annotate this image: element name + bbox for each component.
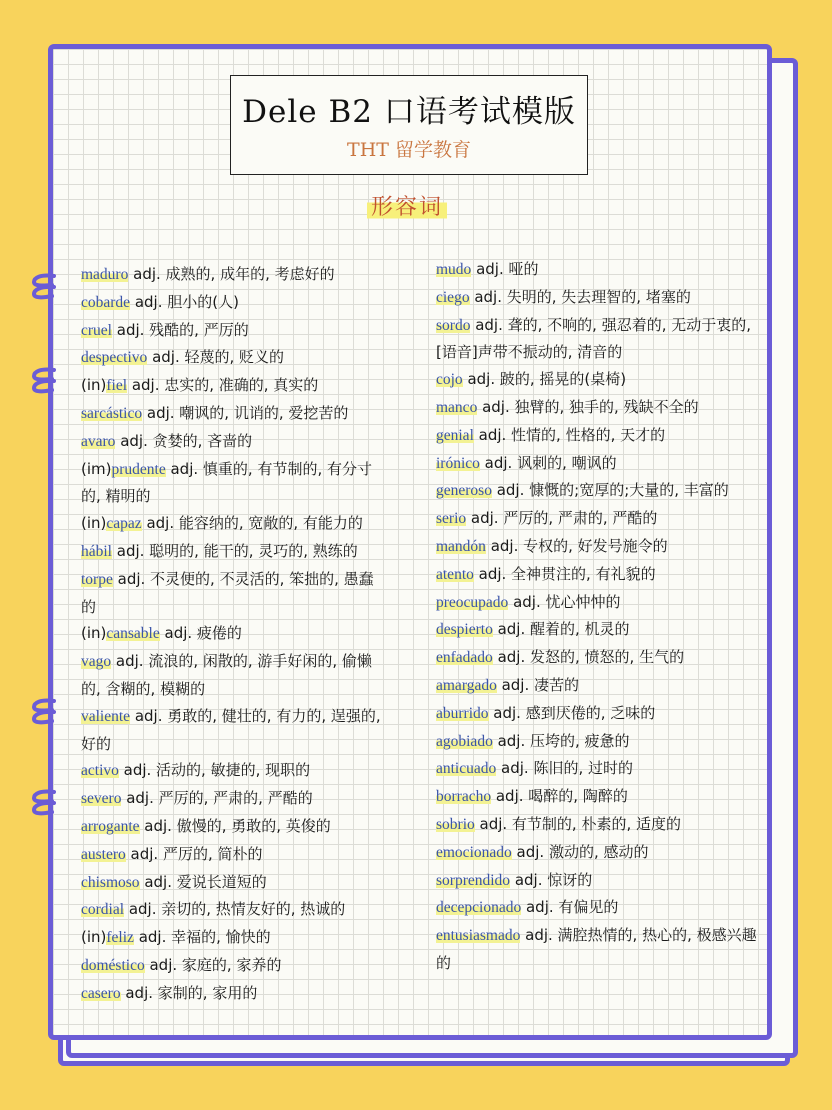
spanish-word: feliz	[106, 929, 134, 947]
vocab-entry	[81, 510, 386, 538]
word-definition: adj. 满腔热情的, 热心的, 极感兴趣的	[436, 926, 757, 972]
spanish-word: maduro	[81, 266, 129, 283]
page-title: Dele B2 口语考试模版	[242, 94, 576, 130]
vocab-entry	[436, 256, 761, 284]
vocab-entry	[436, 894, 761, 922]
word-definition: adj. 专权的, 好发号施令的	[485, 536, 668, 555]
word-definition: adj. 严厉的, 严肃的, 严酷的	[466, 509, 658, 528]
vocab-entry	[81, 841, 386, 869]
word-definition: adj. 性情的, 性格的, 天才的	[473, 425, 666, 444]
vocab-entry	[81, 538, 386, 566]
word-definition: adj. 感到厌倦的, 乏味的	[488, 703, 656, 722]
word-prefix: (im)	[81, 459, 112, 478]
vocab-entry	[81, 952, 386, 980]
word-definition: adj. 全神贯注的, 有礼貌的	[473, 564, 656, 583]
vocab-entry	[436, 284, 761, 312]
vocab-entry	[81, 648, 386, 703]
vocab-entry	[436, 533, 761, 561]
vocab-entry	[81, 980, 386, 1008]
vocab-entry	[436, 728, 761, 756]
spanish-word: manco	[436, 398, 478, 416]
word-prefix: (in)	[81, 928, 107, 947]
spanish-word: valiente	[81, 707, 131, 725]
spanish-word: cansable	[106, 625, 160, 643]
spanish-word: sobrio	[436, 815, 475, 833]
spanish-word: decepcionado	[436, 899, 522, 917]
word-definition: adj. 残酷的, 严厉的	[111, 320, 249, 339]
word-definition: adj. 有偏见的	[521, 898, 619, 917]
vocab-entry	[81, 785, 386, 813]
vocab-entry	[436, 867, 761, 895]
spanish-word: sarcástico	[81, 404, 143, 422]
spanish-word: cobarde	[81, 293, 131, 311]
word-definition: adj. 有节制的, 朴素的, 适度的	[474, 814, 682, 833]
word-definition: adj. 哑的	[471, 260, 539, 278]
spanish-word: atento	[436, 565, 474, 583]
binder-ring-icon	[30, 366, 56, 394]
spanish-word: fiel	[106, 377, 128, 395]
word-definition: adj. 跛的, 摇晃的(桌椅)	[462, 370, 627, 389]
word-definition: adj. 讽刺的, 嘲讽的	[479, 453, 617, 472]
word-definition: adj. 贪婪的, 吝啬的	[115, 431, 253, 450]
vocab-entry	[436, 589, 761, 617]
vocab-entry	[81, 317, 386, 345]
word-definition: adj. 疲倦的	[159, 624, 242, 643]
spanish-word: despectivo	[81, 349, 148, 367]
vocab-entry	[81, 566, 386, 621]
word-definition: adj. 幸福的, 愉快的	[133, 928, 271, 947]
page-subtitle: THT 留学教育	[347, 139, 471, 161]
vocab-entry	[81, 896, 386, 924]
left-word-list	[81, 261, 386, 1008]
word-definition: adj. 陈旧的, 过时的	[496, 759, 633, 778]
word-definition: adj. 喝醉的, 陶醉的	[491, 787, 628, 806]
spanish-word: agobiado	[436, 732, 493, 750]
vocab-entry	[436, 644, 761, 672]
word-definition: adj. 嘲讽的, 讥诮的, 爱挖苦的	[142, 403, 349, 422]
word-definition: adj. 独臂的, 独手的, 残缺不全的	[477, 397, 699, 416]
word-definition: adj. 爱说长道短的	[139, 872, 267, 891]
word-definition: adj. 胆小的(人)	[130, 292, 239, 311]
word-definition: adj. 严厉的, 简朴的	[125, 844, 263, 863]
vocab-entry	[81, 757, 386, 785]
spanish-word: mandón	[436, 537, 486, 555]
word-definition: adj. 凄苦的	[496, 675, 580, 694]
binder-ring-icon	[30, 697, 56, 725]
spanish-word: arrogante	[81, 817, 140, 835]
word-definition: adj. 不灵便的, 不灵活的, 笨拙的, 愚蠢的	[81, 569, 374, 616]
spanish-word: severo	[81, 790, 122, 808]
spanish-word: entusiasmado	[436, 927, 521, 945]
spanish-word: aburrido	[436, 704, 489, 722]
vocab-entry	[81, 620, 386, 648]
spanish-word: genial	[436, 426, 474, 444]
word-definition: adj. 慷慨的;宽厚的;大量的, 丰富的	[491, 481, 729, 500]
vocab-entry	[436, 312, 761, 367]
section-heading: 形容词	[367, 190, 447, 221]
spanish-word: activo	[81, 762, 119, 780]
word-prefix: (in)	[81, 376, 107, 395]
spanish-word: cruel	[81, 321, 112, 339]
word-definition: adj. 聋的, 不响的, 强忍着的, 无动于衷的, [语音]声带不振动的, 清音的	[436, 315, 752, 362]
spanish-word: anticuado	[436, 760, 497, 778]
word-definition: adj. 压垮的, 疲惫的	[492, 731, 630, 750]
vocab-entry	[436, 839, 761, 867]
spanish-word: torpe	[81, 570, 113, 588]
spanish-word: chismoso	[81, 873, 140, 891]
spanish-word: irónico	[436, 454, 480, 472]
spanish-word: emocionado	[436, 843, 512, 861]
word-definition: adj. 醒着的, 机灵的	[492, 620, 630, 639]
vocab-entry	[81, 869, 386, 897]
spanish-word: mudo	[436, 261, 472, 278]
word-definition: adj. 轻蔑的, 贬义的	[147, 348, 285, 367]
spanish-word: casero	[81, 984, 121, 1002]
word-definition: adj. 发怒的, 愤怒的, 生气的	[492, 648, 685, 667]
word-definition: adj. 失明的, 失去理智的, 堵塞的	[469, 287, 691, 306]
vocab-entry	[436, 561, 761, 589]
word-definition: adj. 勇敢的, 健壮的, 有力的, 逞强的, 好的	[81, 706, 381, 753]
vocab-entry	[436, 366, 761, 394]
spanish-word: capaz	[106, 515, 142, 533]
spanish-word: vago	[81, 653, 112, 671]
vocab-entry	[436, 616, 761, 644]
binder-ring-icon	[30, 788, 56, 816]
word-definition: adj. 傲慢的, 勇敢的, 英俊的	[139, 816, 331, 835]
vocab-entry	[81, 813, 386, 841]
spanish-word: hábil	[81, 542, 112, 560]
word-definition: adj. 亲切的, 热情友好的, 热诚的	[124, 900, 346, 919]
word-definition: adj. 慎重的, 有节制的, 有分寸的, 精明的	[81, 459, 372, 506]
word-definition: adj. 成熟的, 成年的, 考虑好的	[128, 265, 335, 283]
right-word-list	[436, 256, 761, 977]
spanish-word: preocupado	[436, 593, 509, 611]
spanish-word: doméstico	[81, 956, 145, 974]
vocab-entry	[436, 422, 761, 450]
vocab-entry	[81, 261, 386, 289]
word-prefix: (in)	[81, 624, 107, 643]
word-prefix: (in)	[81, 514, 107, 533]
vocab-entry	[436, 811, 761, 839]
vocab-entry	[436, 755, 761, 783]
spanish-word: prudente	[111, 460, 166, 478]
spanish-word: austero	[81, 845, 126, 863]
spanish-word: avaro	[81, 432, 116, 450]
vocab-entry	[81, 456, 386, 511]
spanish-word: enfadado	[436, 649, 493, 667]
word-definition: adj. 惊讶的	[510, 870, 593, 889]
vocab-entry	[436, 394, 761, 422]
word-definition: adj. 家庭的, 家养的	[144, 955, 282, 974]
title-box	[230, 75, 588, 175]
vocab-entry	[436, 783, 761, 811]
word-definition: adj. 活动的, 敏捷的, 现职的	[118, 761, 311, 780]
spanish-word: cordial	[81, 901, 125, 919]
binder-ring-icon	[30, 272, 56, 300]
vocab-entry	[81, 924, 386, 952]
vocab-entry	[81, 372, 386, 400]
word-definition: adj. 能容纳的, 宽敞的, 有能力的	[141, 514, 363, 533]
vocab-entry	[436, 477, 761, 505]
vocab-entry	[436, 700, 761, 728]
spanish-word: cojo	[436, 371, 463, 389]
word-definition: adj. 流浪的, 闲散的, 游手好闲的, 偷懒的, 含糊的, 模糊的	[81, 652, 372, 698]
spanish-word: amargado	[436, 676, 497, 694]
vocab-entry	[81, 289, 386, 317]
spanish-word: serio	[436, 510, 467, 528]
spanish-word: borracho	[436, 788, 492, 806]
word-definition: adj. 聪明的, 能干的, 灵巧的, 熟练的	[112, 541, 358, 560]
word-definition: adj. 忧心忡忡的	[508, 592, 621, 611]
spanish-word: ciego	[436, 288, 470, 306]
word-definition: adj. 严厉的, 严肃的, 严酷的	[121, 789, 313, 808]
vocab-entry	[436, 450, 761, 478]
spanish-word: generoso	[436, 482, 492, 500]
vocab-entry	[81, 400, 386, 428]
word-definition: adj. 家制的, 家用的	[120, 983, 258, 1002]
vocab-entry	[81, 344, 386, 372]
vocab-entry	[81, 703, 386, 758]
vocab-entry	[436, 922, 761, 977]
vocab-entry	[436, 672, 761, 700]
word-definition: adj. 激动的, 感动的	[511, 842, 649, 861]
vocab-entry	[81, 428, 386, 456]
spanish-word: sordo	[436, 316, 471, 334]
vocab-entry	[436, 505, 761, 533]
spanish-word: despierto	[436, 621, 493, 639]
spanish-word: sorprendido	[436, 871, 511, 889]
word-definition: adj. 忠实的, 准确的, 真实的	[127, 376, 319, 395]
